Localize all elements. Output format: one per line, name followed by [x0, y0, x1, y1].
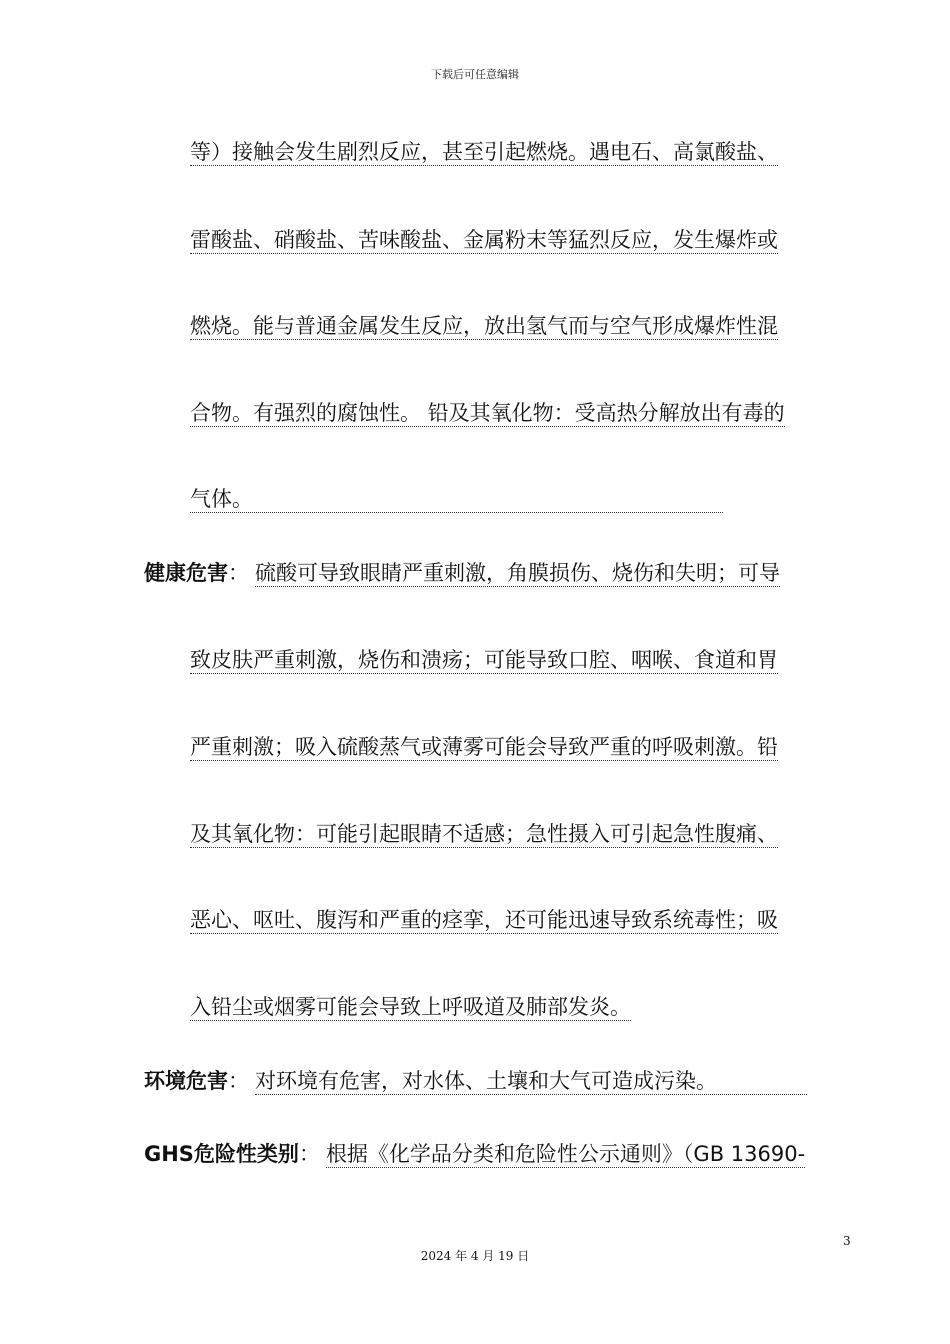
environment-hazard-line [144, 1067, 807, 1095]
body-line [190, 312, 778, 340]
environment-hazard-label: 环境危害 [144, 1069, 228, 1093]
ghs-category-line [144, 1140, 805, 1168]
health-hazard-line [190, 820, 778, 848]
health-hazard-text: 硫酸可导致眼睛严重刺激，角膜损伤、烧伤和失明；可导 [255, 561, 780, 585]
body-line [190, 138, 778, 166]
page-header: 下载后可任意编辑 [431, 68, 519, 81]
health-hazard-line [190, 733, 778, 761]
health-hazard-text: 严重刺激；吸入硫酸蒸气或薄雾可能会导致严重的呼吸刺激。铅 [190, 735, 778, 759]
footer-date: 2024 年 4 月 19 日 [420, 1249, 530, 1263]
health-hazard-text: 及其氧化物：可能引起眼睛不适感；急性摄入可引起急性腹痛、 [190, 822, 778, 846]
health-hazard-line [190, 993, 631, 1021]
body-text: 等）接触会发生剧烈反应，甚至引起燃烧。遇电石、高氯酸盐、 [190, 140, 778, 164]
page-number: 3 [843, 1234, 851, 1248]
body-text: 雷酸盐、硝酸盐、苦味酸盐、金属粉末等猛烈反应，发生爆炸或 [190, 228, 778, 252]
environment-hazard-text: 对环境有危害，对水体、土壤和大气可造成污染。 [255, 1069, 807, 1095]
health-hazard-colon: ： [228, 561, 249, 585]
ghs-category-text: 根据《化学品分类和危险性公示通则》（GB 13690- [325, 1142, 806, 1166]
body-line [190, 485, 723, 513]
body-line [190, 226, 778, 254]
environment-hazard-colon: ： [228, 1069, 249, 1093]
ghs-category-colon: ： [298, 1142, 320, 1166]
body-text: 燃烧。能与普通金属发生反应，放出氢气而与空气形成爆炸性混 [190, 314, 778, 338]
health-hazard-text: 入铅尘或烟雾可能会导致上呼吸道及肺部发炎。 [190, 995, 631, 1019]
body-text: 合物。有强烈的腐蚀性。 铅及其氧化物：受高热分解放出有毒的 [190, 401, 785, 425]
health-hazard-label: 健康危害 [144, 561, 228, 585]
health-hazard-heading-line [144, 559, 780, 587]
health-hazard-text: 致皮肤严重刺激，烧伤和溃疡；可能导致口腔、咽喉、食道和胃 [190, 648, 778, 672]
body-line [190, 399, 785, 427]
health-hazard-text: 恶心、呕吐、腹泻和严重的痉挛，还可能迅速导致系统毒性；吸 [190, 908, 778, 932]
ghs-category-label: GHS危险性类别 [144, 1142, 299, 1166]
health-hazard-line [190, 646, 778, 674]
health-hazard-line [190, 906, 778, 934]
body-text: 气体。 [190, 487, 723, 513]
